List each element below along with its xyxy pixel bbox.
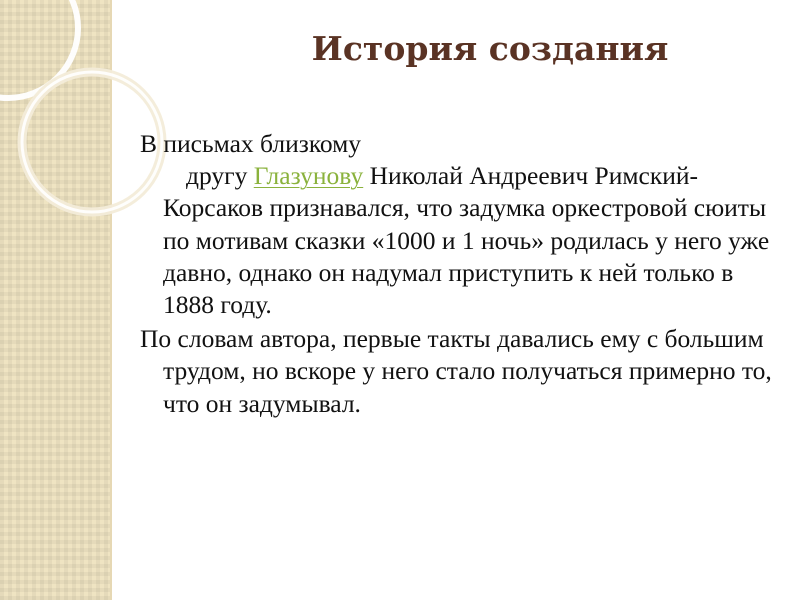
decorative-ring-top bbox=[0, 0, 78, 98]
paragraph-1-lead: В письмах близкому bbox=[140, 129, 362, 158]
slide-title: История создания bbox=[311, 29, 669, 68]
glazunov-link[interactable]: Глазунову bbox=[253, 161, 364, 191]
paragraph-1-rest: Николай Андреевич Римский-Корсаков признавался, что задумка оркестровой сюиты по мотивам сказки «1000 и 1 ночь» родилась у него уже давно, однако он надумал приступить к ней только в 1888 году. bbox=[163, 161, 770, 320]
paragraph-2: По словам автора, первые такты давались ему с большим трудом, но вскоре у него стало получаться примерно то, что он задумывал. bbox=[140, 324, 772, 418]
paragraph-1 bbox=[140, 128, 780, 321]
slide-body bbox=[140, 128, 780, 422]
paragraph-1-line2-start: другу bbox=[186, 161, 254, 191]
